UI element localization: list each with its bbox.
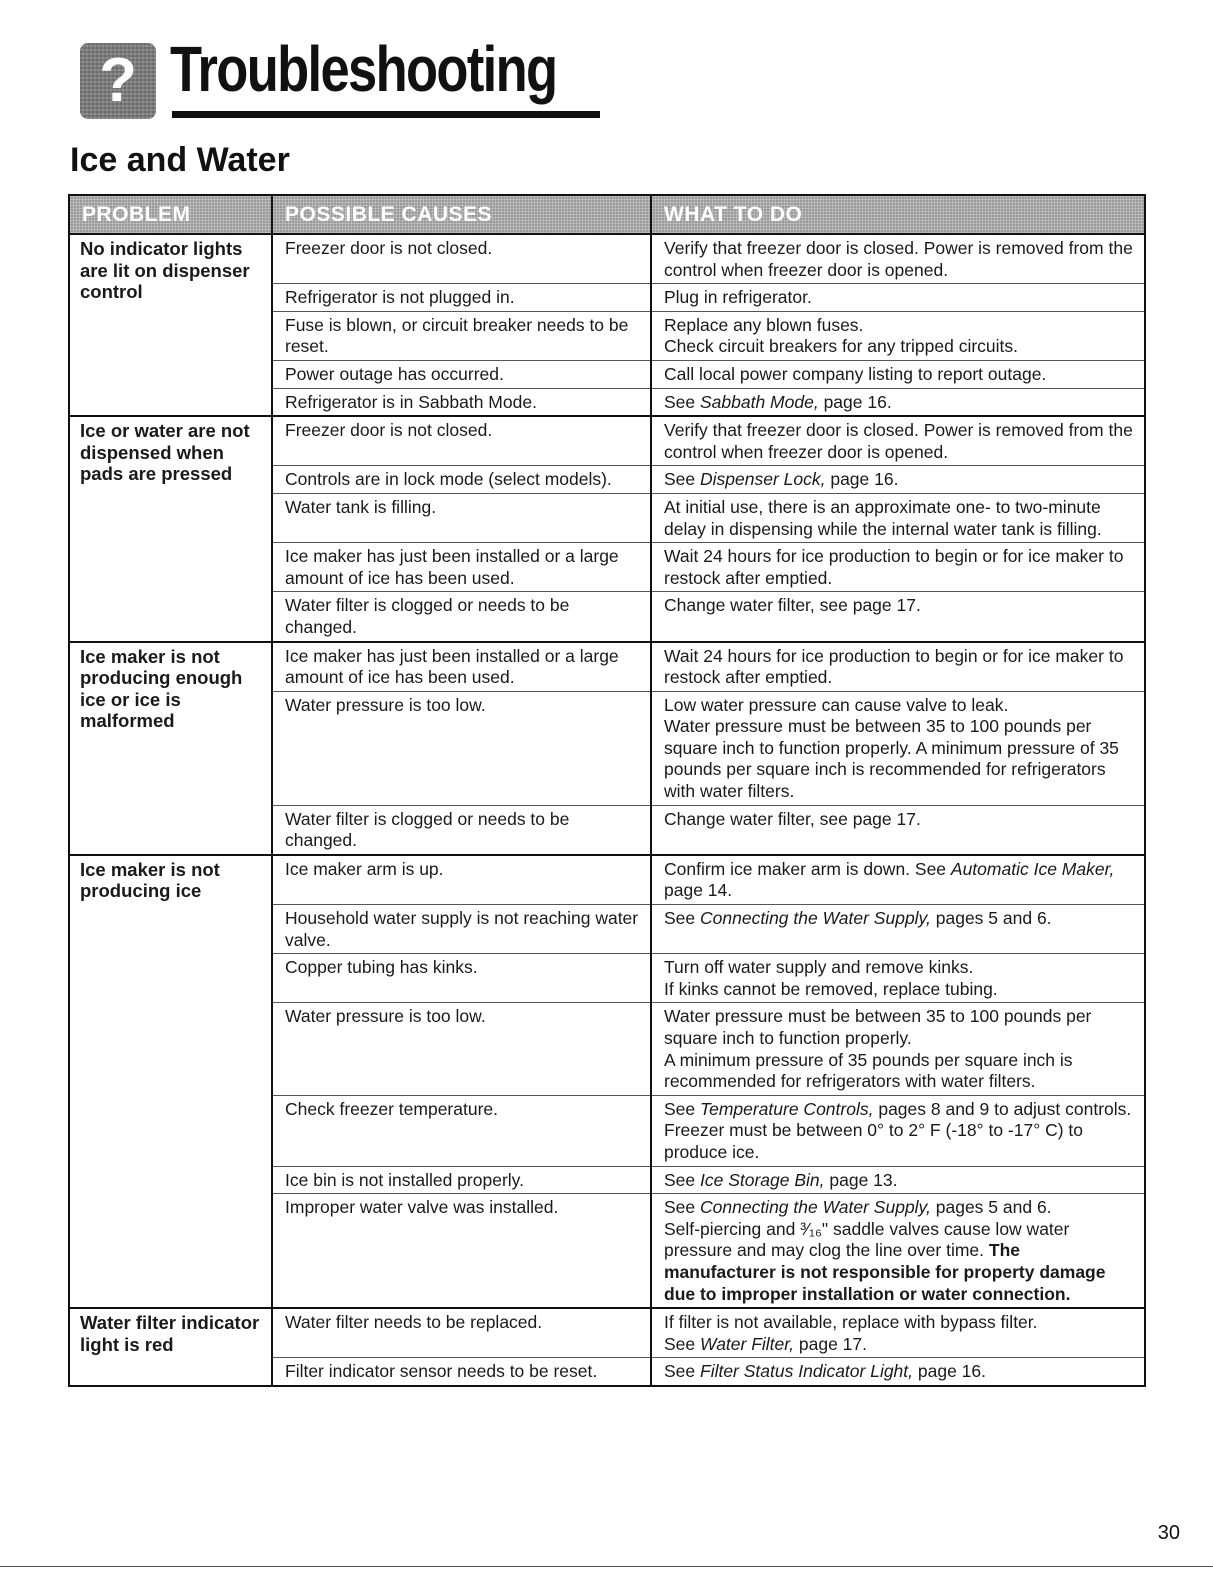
fix-text: If kinks cannot be removed, replace tubing. [664, 978, 998, 999]
fix-text: A minimum pressure of 35 pounds per square inch is recommended for refrigerators with water filters. [664, 1049, 1073, 1092]
fix-cell [651, 311, 1145, 360]
fix-text: Verify that freezer door is closed. Power is removed from the control when freezer door is opened. [664, 238, 1133, 280]
page-title: Troubleshooting [170, 33, 557, 105]
fix-cell [651, 691, 1145, 805]
fix-text: Change water filter, see page 17. [664, 595, 921, 616]
fix-text: Change water filter, see page 17. [664, 808, 921, 829]
troubleshooting-table [68, 194, 1146, 1387]
fix-cell [651, 805, 1145, 855]
cause-cell: Water filter is clogged or needs to be changed. [272, 805, 651, 855]
fix-text: Confirm ice maker arm is down. See [664, 858, 951, 879]
fix-text: See [664, 1169, 700, 1190]
fix-cell [651, 360, 1145, 388]
cause-cell: Water tank is filling. [272, 493, 651, 542]
fix-text: See [664, 1361, 700, 1382]
table-row [69, 642, 1145, 692]
fix-text: Low water pressure can cause valve to leak. [664, 694, 1009, 715]
problem-cell: Ice maker is not producing ice [69, 855, 272, 1308]
fix-reference: Water Filter, [700, 1333, 795, 1354]
fix-text: Wait 24 hours for ice production to begin or for ice maker to restock after emptied. [664, 645, 1124, 688]
question-mark-icon [80, 43, 156, 119]
fix-text: Turn off water supply and remove kinks. [664, 957, 974, 978]
problem-cell: Water filter indicator light is red [69, 1308, 272, 1386]
fix-line [664, 364, 1134, 386]
fix-text: page 16. [913, 1361, 987, 1382]
fix-cell [651, 1166, 1145, 1194]
fix-cell [651, 1194, 1145, 1308]
cause-cell: Water pressure is too low. [272, 691, 651, 805]
fix-line [664, 287, 1134, 309]
fix-text: Self-piercing and ³⁄₁₆" saddle valves cause low water pressure and may clog the line over time. [664, 1218, 1070, 1261]
fix-warning: The manufacturer is not responsible for property damage due to improper installation or water connection. [664, 1240, 1106, 1304]
column-header-what-to-do: WHAT TO DO [651, 195, 1145, 234]
cause-cell: Refrigerator is in Sabbath Mode. [272, 388, 651, 416]
fix-line [664, 238, 1134, 281]
fix-cell [651, 954, 1145, 1003]
fix-reference: Filter Status Indicator Light, [700, 1361, 914, 1382]
fix-line [664, 859, 1134, 902]
fix-cell [651, 1358, 1145, 1386]
fix-text: If filter is not available, replace with bypass filter. [664, 1312, 1038, 1333]
fix-line [664, 546, 1134, 589]
table-row [69, 1308, 1145, 1358]
cause-cell: Refrigerator is not plugged in. [272, 284, 651, 312]
section-title: Ice and Water [70, 141, 290, 179]
fix-text: Plug in refrigerator. [664, 287, 812, 308]
fix-cell [651, 416, 1145, 466]
column-header-causes: POSSIBLE CAUSES [272, 195, 651, 234]
cause-cell: Filter indicator sensor needs to be reset. [272, 1358, 651, 1386]
fix-text: See [664, 391, 700, 412]
fix-line [664, 1361, 1134, 1383]
cause-cell: Ice maker arm is up. [272, 855, 651, 905]
column-header-problem: PROBLEM [69, 195, 272, 234]
fix-text: Verify that freezer door is closed. Power is removed from the control when freezer door is opened. [664, 420, 1133, 462]
fix-line [664, 1099, 1134, 1164]
bottom-rule [0, 1566, 1213, 1567]
problem-cell: Ice maker is not producing enough ice or ice is malformed [69, 642, 272, 855]
fix-line [664, 716, 1134, 802]
fix-line [664, 1312, 1134, 1334]
fix-cell [651, 1095, 1145, 1166]
fix-reference: Connecting the Water Supply, [700, 908, 931, 929]
fix-text: Water pressure must be between 35 to 100 pounds per square inch to function properly. [664, 1006, 1092, 1048]
fix-line [664, 908, 1134, 930]
fix-line [664, 957, 1134, 979]
fix-text: See [664, 469, 700, 490]
fix-cell [651, 905, 1145, 954]
fix-text: Check circuit breakers for any tripped circuits. [664, 336, 1019, 357]
fix-line [664, 336, 1134, 358]
fix-text: page 16. [818, 391, 892, 412]
cause-cell: Copper tubing has kinks. [272, 954, 651, 1003]
fix-reference: Ice Storage Bin, [700, 1169, 825, 1190]
fix-reference: Sabbath Mode, [700, 391, 819, 412]
fix-reference: Connecting the Water Supply, [700, 1197, 931, 1218]
fix-line [664, 315, 1134, 337]
fix-text: pages 5 and 6. [930, 908, 1052, 929]
cause-cell: Power outage has occurred. [272, 360, 651, 388]
fix-text: page 16. [825, 469, 899, 490]
fix-text: At initial use, there is an approximate one- to two-minute delay in dispensing while the internal water tank is filling. [664, 496, 1102, 539]
fix-line [664, 979, 1134, 1001]
fix-line [664, 1219, 1134, 1305]
cause-cell: Freezer door is not closed. [272, 234, 651, 284]
fix-cell [651, 234, 1145, 284]
fix-line [664, 646, 1134, 689]
title-underline [172, 111, 600, 118]
fix-text: page 13. [824, 1169, 898, 1190]
fix-text: pages 5 and 6. [930, 1197, 1052, 1218]
fix-text: Water pressure must be between 35 to 100 pounds per square inch to function properly. A minimum pressure of 35 pounds per square inch is recommended for refrigerators with water filters. [664, 716, 1119, 802]
fix-cell [651, 388, 1145, 416]
fix-reference: Temperature Controls, [700, 1098, 874, 1119]
fix-cell [651, 1308, 1145, 1358]
fix-text: page 14. [664, 880, 733, 901]
fix-cell [651, 543, 1145, 592]
fix-reference: Automatic Ice Maker, [950, 858, 1115, 879]
fix-text: Replace any blown fuses. [664, 314, 864, 335]
fix-line [664, 1197, 1134, 1219]
fix-cell [651, 1003, 1145, 1095]
fix-line [664, 392, 1134, 414]
cause-cell: Check freezer temperature. [272, 1095, 651, 1166]
cause-cell: Fuse is blown, or circuit breaker needs to be reset. [272, 311, 651, 360]
page-number: 30 [1157, 1522, 1180, 1544]
fix-line [664, 1006, 1134, 1049]
cause-cell: Water pressure is too low. [272, 1003, 651, 1095]
fix-line [664, 695, 1134, 717]
cause-cell: Ice maker has just been installed or a large amount of ice has been used. [272, 642, 651, 692]
fix-line [664, 497, 1134, 540]
fix-text: pages 8 and 9 to adjust controls. Freezer must be between 0° to 2° F (-18° to -17° C) to produce ice. [664, 1098, 1132, 1162]
problem-cell: Ice or water are not dispensed when pads are pressed [69, 416, 272, 641]
cause-cell: Ice bin is not installed properly. [272, 1166, 651, 1194]
cause-cell: Improper water valve was installed. [272, 1194, 651, 1308]
fix-cell [651, 855, 1145, 905]
fix-line [664, 420, 1134, 463]
fix-text: Wait 24 hours for ice production to begin or for ice maker to restock after emptied. [664, 546, 1124, 588]
table-row [69, 416, 1145, 466]
question-mark-glyph: ? [99, 46, 137, 115]
cause-cell: Ice maker has just been installed or a large amount of ice has been used. [272, 543, 651, 592]
table-row [69, 234, 1145, 284]
cause-cell: Water filter is clogged or needs to be changed. [272, 592, 651, 642]
problem-cell: No indicator lights are lit on dispenser control [69, 234, 272, 416]
fix-reference: Dispenser Lock, [700, 469, 826, 490]
fix-line [664, 595, 1134, 617]
fix-line [664, 1050, 1134, 1093]
cause-cell: Water filter needs to be replaced. [272, 1308, 651, 1358]
fix-text: page 17. [794, 1333, 867, 1354]
table-header-row [69, 195, 1145, 234]
fix-cell [651, 466, 1145, 494]
fix-cell [651, 642, 1145, 692]
fix-text: Call local power company listing to report outage. [664, 363, 1047, 384]
fix-text: See [664, 1333, 700, 1354]
fix-text: See [664, 1098, 700, 1119]
fix-cell [651, 284, 1145, 312]
cause-cell: Freezer door is not closed. [272, 416, 651, 466]
fix-cell [651, 493, 1145, 542]
fix-line [664, 1334, 1134, 1356]
fix-text: See [664, 1197, 700, 1218]
table-row [69, 855, 1145, 905]
cause-cell: Household water supply is not reaching water valve. [272, 905, 651, 954]
fix-line [664, 1170, 1134, 1192]
fix-text: See [664, 908, 700, 929]
fix-line [664, 469, 1134, 491]
fix-line [664, 809, 1134, 831]
fix-cell [651, 592, 1145, 642]
cause-cell: Controls are in lock mode (select models). [272, 466, 651, 494]
